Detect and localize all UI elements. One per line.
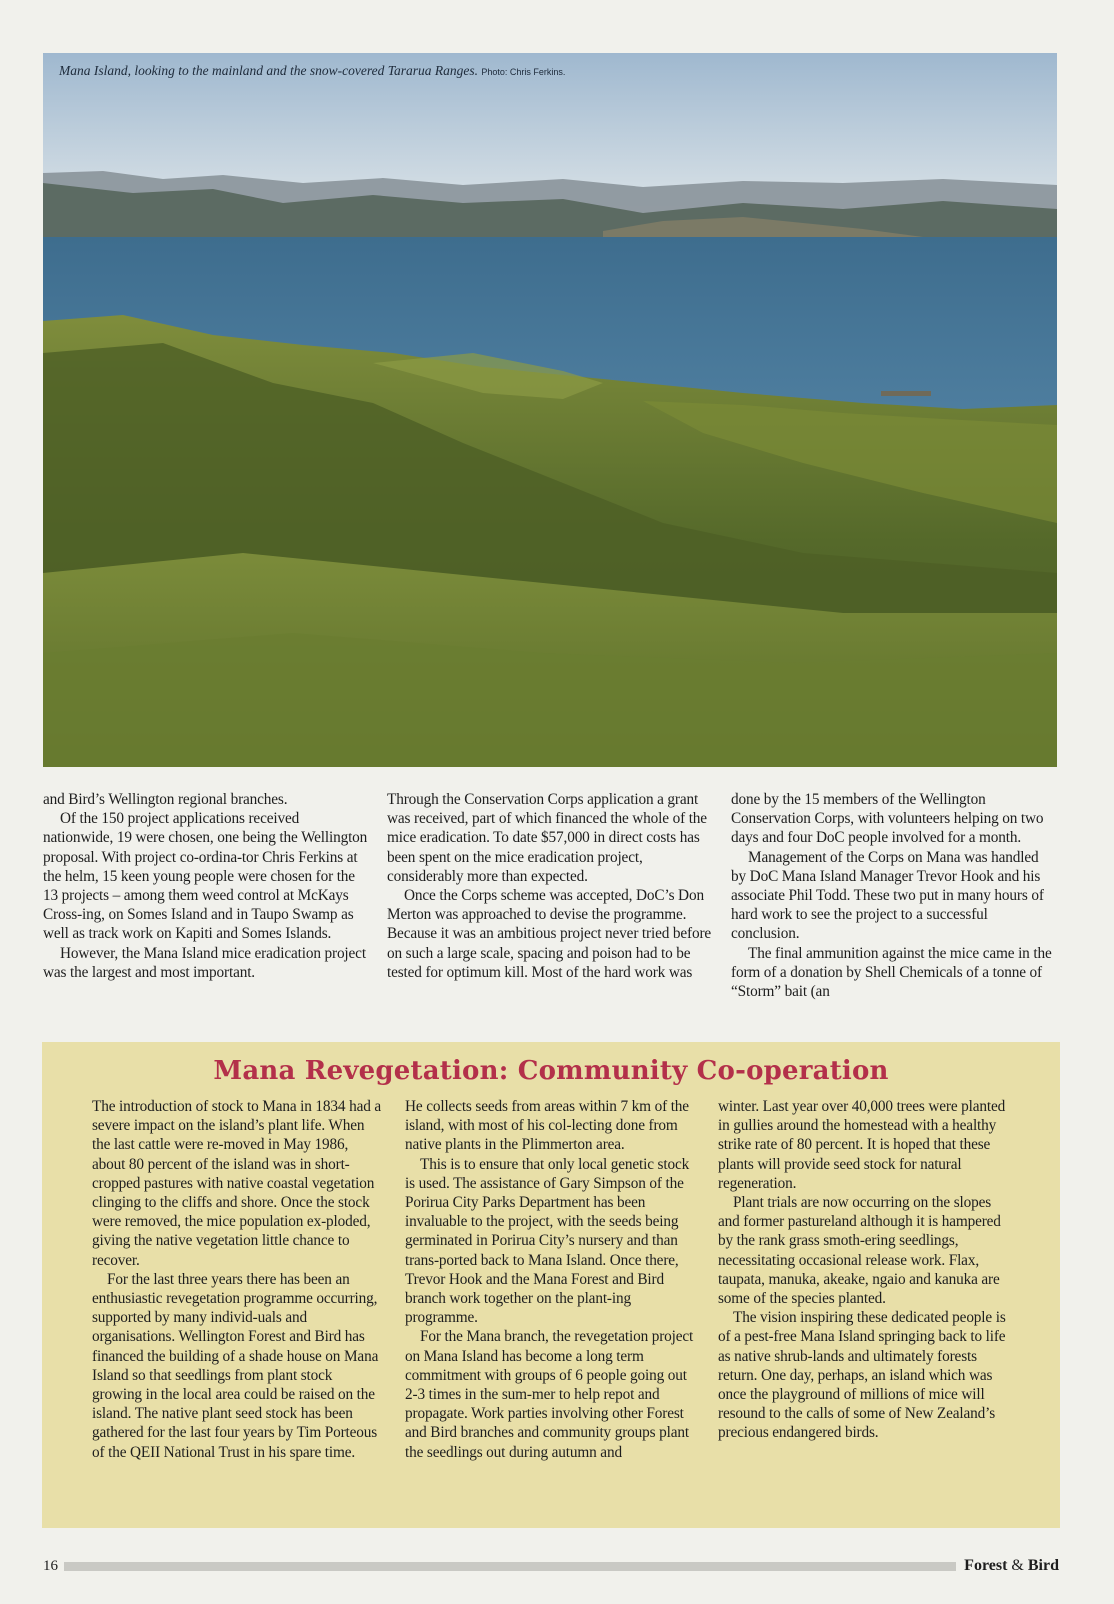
paragraph: The final ammunition against the mice came in the form of a donation by Shell Chemicals of a tonne of “Storm” bait (an bbox=[731, 944, 1052, 1001]
paragraph: This is to ensure that only local genetic stock is used. The assistance of Gary Simpson of the Porirua City Parks Department has been invaluable to the project, with the seeds being germinated in Porirua City’s nursery and than trans-ported back to Mana Island. Once there, Trevor Hook and the Mana Forest and Bird branch work together on the plant-ing programme. bbox=[405, 1155, 690, 1327]
landscape-photo bbox=[43, 53, 1057, 767]
sidebar-column-3 bbox=[718, 1097, 1008, 1462]
magazine-name bbox=[964, 1557, 1059, 1575]
magazine-name-bird: Bird bbox=[1027, 1557, 1059, 1574]
paragraph: Through the Conservation Corps application a grant was received, part of which financed the whole of the mice eradication. To date $57,000 in direct costs has been spent on the mice eradication project, considerably more than expected. bbox=[387, 791, 707, 885]
photo-caption bbox=[59, 63, 565, 79]
page-number: 16 bbox=[43, 1557, 58, 1574]
magazine-name-ampersand: & bbox=[1011, 1557, 1024, 1574]
article-column-3 bbox=[731, 790, 1057, 1001]
sidebar-column-2 bbox=[405, 1097, 695, 1462]
sidebar-box bbox=[42, 1042, 1060, 1528]
paragraph: done by the 15 members of the Wellington Conservation Corps, with volunteers helping on two days and four DoC people involved for a month. bbox=[731, 791, 1044, 847]
article-columns bbox=[43, 790, 1057, 1001]
article-column-2 bbox=[387, 790, 713, 1001]
paragraph: However, the Mana Island mice eradication project was the largest and most important. bbox=[43, 944, 366, 981]
photo-illustration bbox=[43, 53, 1057, 767]
page-footer bbox=[43, 1555, 1059, 1577]
paragraph: Of the 150 project applications received nationwide, 19 were chosen, one being the Wellington proposal. With project co-ordina-tor Chris Ferkins at the helm, 15 keen young people were chosen for the 13 projects – among them weed control at McKays Cross-ing, on Somes Island and in Taupo Swamp as well as track work on Kapiti and Somes Islands. bbox=[43, 810, 368, 943]
photo-credit: Photo: Chris Ferkins. bbox=[481, 67, 566, 77]
paragraph: For the Mana branch, the revegetation project on Mana Island has become a long term commitment with groups of 6 people going out 2-3 times in the sum-mer to help repot and propagate. Work parties involving other Forest and Bird branches and community groups plant the seedlings out during autumn and bbox=[405, 1328, 694, 1461]
paragraph: Management of the Corps on Mana was handled by DoC Mana Island Manager Trevor Hook and his associate Phil Todd. These two put in many hours of hard work to see the project to a successful conclusion. bbox=[731, 848, 1044, 943]
paragraph: Once the Corps scheme was accepted, DoC’s Don Merton was approached to devise the programme. Because it was an ambitious project never tried before on such a large scale, spacing and poison had to be tested for optimum kill. Most of the hard work was bbox=[387, 887, 712, 981]
paragraph: He collects seeds from areas within 7 km of the island, with most of his col-lecting done from native plants in the Plimmerton area. bbox=[405, 1098, 689, 1154]
paragraph: The vision inspiring these dedicated people is of a pest-free Mana Island springing back to life as native shrub-lands and ultimately forests return. One day, perhaps, an island which was once the playground of millions of mice will resound to the calls of some of New Zealand’s precious endangered birds. bbox=[718, 1309, 1006, 1442]
magazine-name-forest: Forest bbox=[964, 1557, 1008, 1574]
caption-text: Mana Island, looking to the mainland and the snow-covered Tararua Ranges. bbox=[59, 63, 478, 78]
footer-rule bbox=[64, 1562, 956, 1571]
paragraph: and Bird’s Wellington regional branches. bbox=[43, 791, 288, 808]
paragraph: For the last three years there has been an enthusiastic revegetation programme occurring, supported by many individ-uals and organisations. Wellington Forest and Bird has financed the building of a shade house on Mana Island so that seedlings from plant stock growing in the local area could be raised on the island. The native plant seed stock has been gathered for the last four years by Tim Porteous of the QEII National Trust in his spare time. bbox=[92, 1270, 379, 1461]
sidebar-column-1 bbox=[92, 1097, 382, 1462]
sidebar-title: Mana Revegetation: Community Co-operation bbox=[213, 1056, 889, 1086]
paragraph: Plant trials are now occurring on the slopes and former pastureland although it is hampered by the rank grass smoth-ering seedlings, necessitating occasional release work. Flax, taupata, manuka, akeake, ngaio and kanuka are some of the species planted. bbox=[718, 1194, 1001, 1308]
paragraph: The introduction of stock to Mana in 1834 had a severe impact on the island’s plant life. When the last cattle were re-moved in May 1986, about 80 percent of the island was in short-cropped pastures with native coastal vegetation clinging to the cliffs and shore. Once the stock were removed, the mice population ex-ploded, giving the native vegetation little chance to recover. bbox=[92, 1098, 382, 1269]
sidebar-columns bbox=[92, 1097, 1042, 1462]
article-column-1 bbox=[43, 790, 369, 1001]
paragraph: winter. Last year over 40,000 trees were planted in gullies around the homestead with a healthy strike rate of 80 percent. It is hoped that these plants will provide seed stock for natural regeneration. bbox=[718, 1098, 1006, 1192]
